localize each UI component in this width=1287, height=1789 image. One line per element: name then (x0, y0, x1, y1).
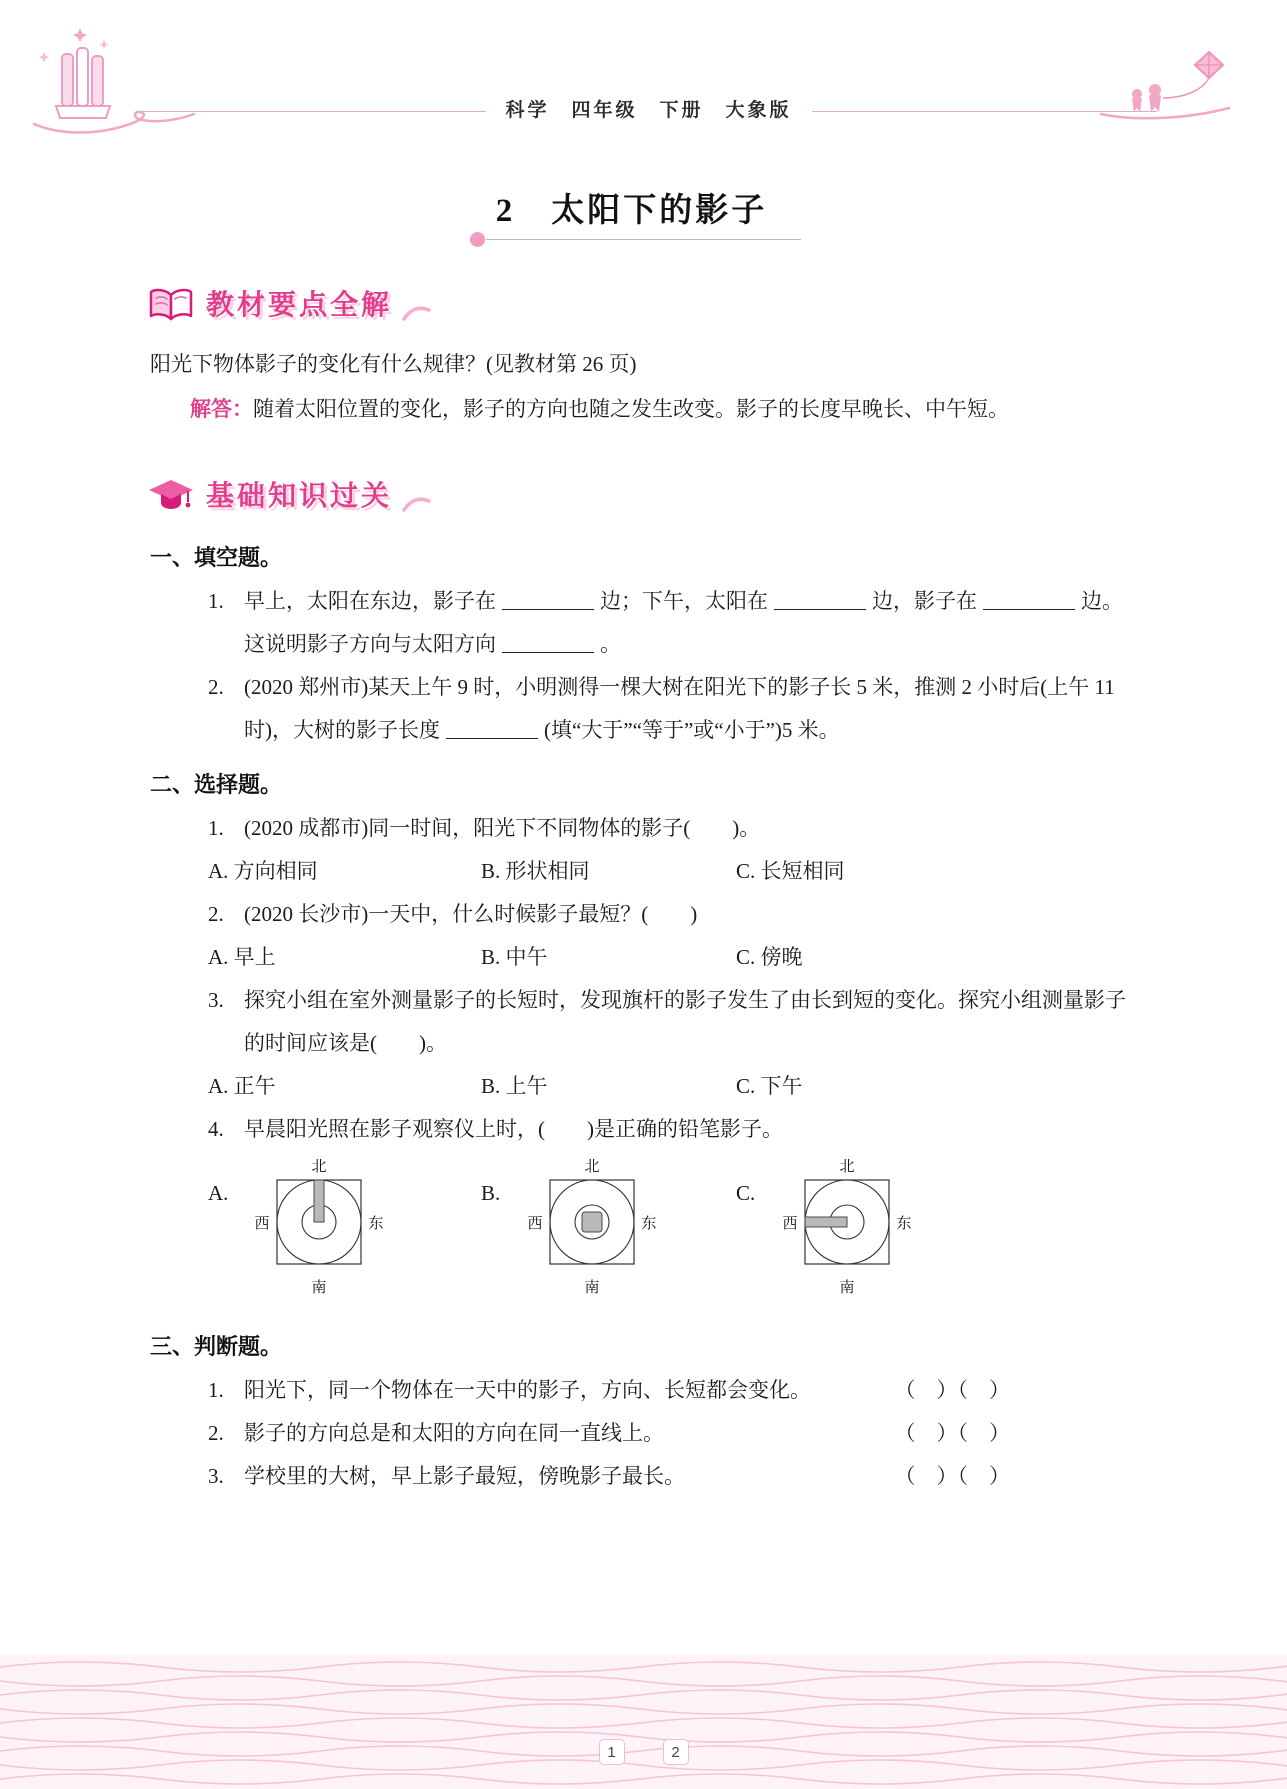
judge-question-2 (208, 1412, 1137, 1455)
choice-question-2-text: (2020 长沙市)一天中，什么时候影子最短？( ) (244, 902, 698, 927)
option-b: B. 上午 (481, 1074, 548, 1099)
page-title-block (486, 190, 802, 240)
wavy-pattern-decoration (0, 1655, 1287, 1789)
fill-q2-seg2: (填“大于”“等于”或“小于”)5 米。 (544, 718, 840, 742)
fill-question-2 (208, 666, 1137, 752)
fill-question-1-body (244, 580, 1137, 666)
choice-question-2-options (208, 936, 1137, 979)
keypoints-question: 阳光下物体影子的变化有什么规律？(见教材第 26 页) (150, 352, 637, 377)
answer-brackets: （ ）（ ） (894, 1377, 1010, 1402)
page-number: 2 (663, 1739, 689, 1765)
question-number: 2. (208, 1420, 224, 1445)
choice-question-2 (208, 893, 1137, 936)
book-info: 科学 四年级 下册 大象版 (505, 100, 792, 121)
fill-question-1 (208, 580, 1137, 666)
compass-west-label: 西 (254, 1215, 270, 1232)
fill-heading: 一、填空题。 (150, 544, 283, 570)
fill-blank (502, 588, 594, 610)
basics-content (0, 535, 1287, 1498)
fill-question-2-body (244, 666, 1137, 752)
choice-question-1-options (208, 850, 1137, 893)
pink-swoosh-icon (402, 491, 432, 515)
pencil-shadow-west (805, 1217, 847, 1227)
compass-east-label: 东 (896, 1215, 912, 1232)
open-book-icon (148, 287, 194, 323)
compass-diagram-shadow-center (517, 1156, 667, 1298)
fill-q2-seg1: (2020 郑州市)某天上午 9 时，小明测得一棵大树在阳光下的影子长 5 米，推测 2 小时后(上午 11 时)，大树的影子长度 (244, 674, 1115, 742)
fill-q1-seg6: 。 (600, 631, 621, 656)
question-number: 3. (208, 1463, 224, 1488)
option-a: A. 方向相同 (208, 859, 318, 884)
fill-q1-seg2: 边；下午，太阳在 (600, 588, 768, 613)
choice-question-4 (208, 1108, 1137, 1151)
option-c: C. 长短相同 (736, 859, 845, 884)
judge-heading: 三、判断题。 (150, 1333, 283, 1359)
fill-q1-seg5: 这说明影子方向与太阳方向 (244, 631, 496, 656)
title-dot (470, 232, 485, 247)
question-number: 3. (208, 988, 224, 1013)
choice-question-3-options (208, 1065, 1137, 1108)
fill-blank (983, 588, 1075, 610)
option-c: C. 傍晚 (736, 945, 803, 970)
choice-heading: 二、选择题。 (150, 772, 283, 798)
fill-q1-seg3: 边，影子在 (872, 588, 977, 613)
section-header-keypoints (148, 276, 1137, 333)
header-rule (140, 92, 1157, 131)
shadow-diagrams-row (208, 1156, 1137, 1298)
section-header-basics (148, 467, 1137, 524)
compass-north-label: 北 (311, 1158, 327, 1175)
shadow-diagram-c (736, 1156, 1137, 1298)
compass-south-label: 南 (311, 1279, 327, 1296)
judge-question-2-text: 影子的方向总是和太阳的方向在同一直线上。 (244, 1420, 664, 1445)
answer-label: 解答： (190, 398, 253, 422)
compass-diagram-shadow-north (244, 1156, 394, 1298)
diagram-label-c: C. (736, 1180, 756, 1205)
compass-south-label: 南 (584, 1279, 600, 1296)
fill-blank (446, 717, 538, 739)
judge-question-1-text: 阳光下，同一个物体在一天中的影子，方向、长短都会变化。 (244, 1377, 811, 1402)
pencil-shadow-center (582, 1212, 602, 1232)
answer-text: 随着太阳位置的变化，影子的方向也随之发生改变。影子的长度早晚长、中午短。 (253, 397, 1009, 422)
compass-east-label: 东 (641, 1215, 657, 1232)
question-number: 2. (208, 674, 224, 699)
fill-q1-line2 (244, 623, 1137, 666)
pink-swoosh-icon (402, 300, 432, 324)
compass-south-label: 南 (839, 1279, 855, 1296)
page-footer (0, 1655, 1287, 1789)
choice-question-1 (208, 807, 1137, 850)
compass-east-label: 东 (368, 1215, 384, 1232)
section-title-keypoints: 教材要点全解 (206, 288, 393, 320)
option-b: B. 形状相同 (481, 859, 590, 884)
choice-question-4-text: 早晨阳光照在影子观察仪上时，( )是正确的铅笔影子。 (244, 1117, 783, 1142)
compass-diagram-shadow-west (772, 1156, 922, 1298)
fill-q1-seg4: 边。 (1081, 588, 1123, 613)
question-number: 1. (208, 1377, 224, 1402)
page-number: 1 (599, 1739, 625, 1765)
header-rule-right (812, 111, 1158, 112)
page-header (0, 0, 1287, 150)
judge-question-3-text: 学校里的大树，早上影子最短，傍晚影子最长。 (244, 1463, 685, 1488)
compass-west-label: 西 (527, 1215, 543, 1232)
choice-question-1-text: (2020 成都市)同一时间，阳光下不同物体的影子( )。 (244, 816, 761, 841)
shadow-diagram-b (481, 1156, 736, 1298)
fill-q1-seg1: 早上，太阳在东边，影子在 (244, 588, 496, 613)
option-b: B. 中午 (481, 945, 548, 970)
graduation-cap-icon (148, 478, 194, 514)
option-a: A. 早上 (208, 945, 276, 970)
judge-question-1 (208, 1369, 1137, 1412)
section-title-basics: 基础知识过关 (206, 480, 393, 512)
question-number: 2. (208, 902, 224, 927)
keypoints-answer (150, 388, 1137, 431)
page-numbers (599, 1739, 689, 1765)
header-rule-left (140, 111, 486, 112)
question-number: 4. (208, 1117, 224, 1142)
page-title: 2 太阳下的影子 (495, 193, 768, 229)
option-a: A. 正午 (208, 1074, 276, 1099)
option-c: C. 下午 (736, 1074, 803, 1099)
diagram-label-a: A. (208, 1180, 229, 1205)
diagram-label-b: B. (481, 1180, 501, 1205)
choice-question-3-text: 探究小组在室外测量影子的长短时，发现旗杆的影子发生了由长到短的变化。探究小组测量影子的时间应该是( )。 (244, 988, 1126, 1056)
compass-north-label: 北 (584, 1158, 600, 1175)
shadow-diagram-a (208, 1156, 481, 1298)
compass-west-label: 西 (782, 1215, 798, 1232)
question-number: 1. (208, 588, 224, 613)
choice-question-3 (208, 979, 1137, 1065)
fill-q1-line1 (244, 580, 1137, 623)
question-number: 1. (208, 816, 224, 841)
keypoints-content (0, 343, 1287, 431)
compass-north-label: 北 (839, 1158, 855, 1175)
fill-blank (502, 631, 594, 653)
answer-brackets: （ ）（ ） (894, 1463, 1010, 1488)
fill-blank (774, 588, 866, 610)
judge-question-3 (208, 1455, 1137, 1498)
pencil-shadow-north (314, 1180, 324, 1222)
answer-brackets: （ ）（ ） (894, 1420, 1010, 1445)
